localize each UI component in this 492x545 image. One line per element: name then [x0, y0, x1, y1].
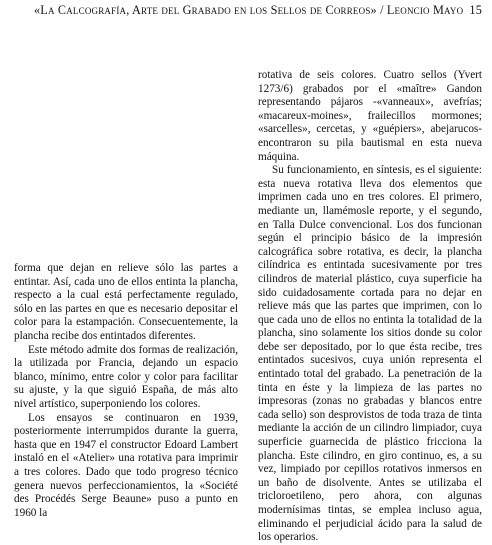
paragraph: rotativa de seis colores. Cuatro sellos (Yvert 1273/6) grabados por el «maître» Gandon representando pájaros -«vanneaux», avefrías; «macareux-moines», frailecillos mormones; «sarcelles», cercetas, y «guépiers», abejarucos- encontraron su pila bautismal en esta nueva máquina.: [258, 69, 482, 163]
running-header: [14, 3, 482, 19]
paragraph: Su funcionamiento, en síntesis, es el siguiente: esta nueva rotativa lleva dos elementos que imprimen cada uno en tres colores. El primero, mediante un, llamémosle reporte, y el segundo, en Talla Dulce convencional. Los dos funcionan según el principio básico de la impresión calcográfica sobre rotativa, es decir, la plancha cilíndrica es entintada sucesivamente por tres cilindros de material plástico, cuya superficie ha sido cuidadosamente cortada para no dejar en relieve más que las partes que imprimen, con lo que cada uno de ellos no entinta la totalidad de la plancha, sino solamente los sitios donde su color debe ser depositado, por lo que ésta recibe, tres entintados sucesivos, cuya unión representa el entintado total del grabado. La penetración de la tinta en éste y la limpieza de las partes no impresoras (zonas no grabadas y blancos entre cada sello) son desprovistos de toda traza de tinta mediante la acción de un cilindro limpiador, cuya superficie guarnecida de plástico fricciona la plancha. Este cilindro, en giro continuo, es, a su vez, limpiado por cepillos rotativos inmersos en un baño de disolvente. Antes se utilizaba el tricloroetileno, pero ahora, con algunas modernísimas tintas, se emplea incluso agua, eliminando el perjudicial ácido para la salud de los operarios.: [258, 164, 482, 544]
paragraph: Este método admite dos formas de realización, la utilizada por Francia, dejando un espacio blanco, mínimo, entre color y color para facilitar su ajuste, y la que siguió España, de más alto nivel artístico, superponiendo los colores.: [14, 343, 238, 410]
running-header-title: «La Calcografía, Arte del Grabado en los Sellos de Correos» / Leoncio Mayo: [34, 3, 464, 17]
page-number: 15: [469, 3, 482, 17]
paragraph: forma que dejan en relieve sólo las partes a entintar. Así, cada uno de ellos entinta la plancha, respecto a la cual está perfectamente regulado, sólo en las partes en que es necesario depositar el color para la estampación. Consecuentemente, la plancha recibe dos entintados diferentes.: [14, 262, 238, 342]
left-column: [14, 262, 238, 520]
right-column: [258, 69, 482, 545]
paragraph: Los ensayos se continuaron en 1939, posteriormente interrumpidos durante la guerra, hasta que en 1947 el constructor Edoard Lambert instaló en el «Atelier» una rotativa para imprimir a tres colores. Dado que todo progreso técnico genera nuevos perfeccionamientos, la «Société des Procédés Serge Beaune» puso a punto en 1960 la: [14, 411, 238, 519]
